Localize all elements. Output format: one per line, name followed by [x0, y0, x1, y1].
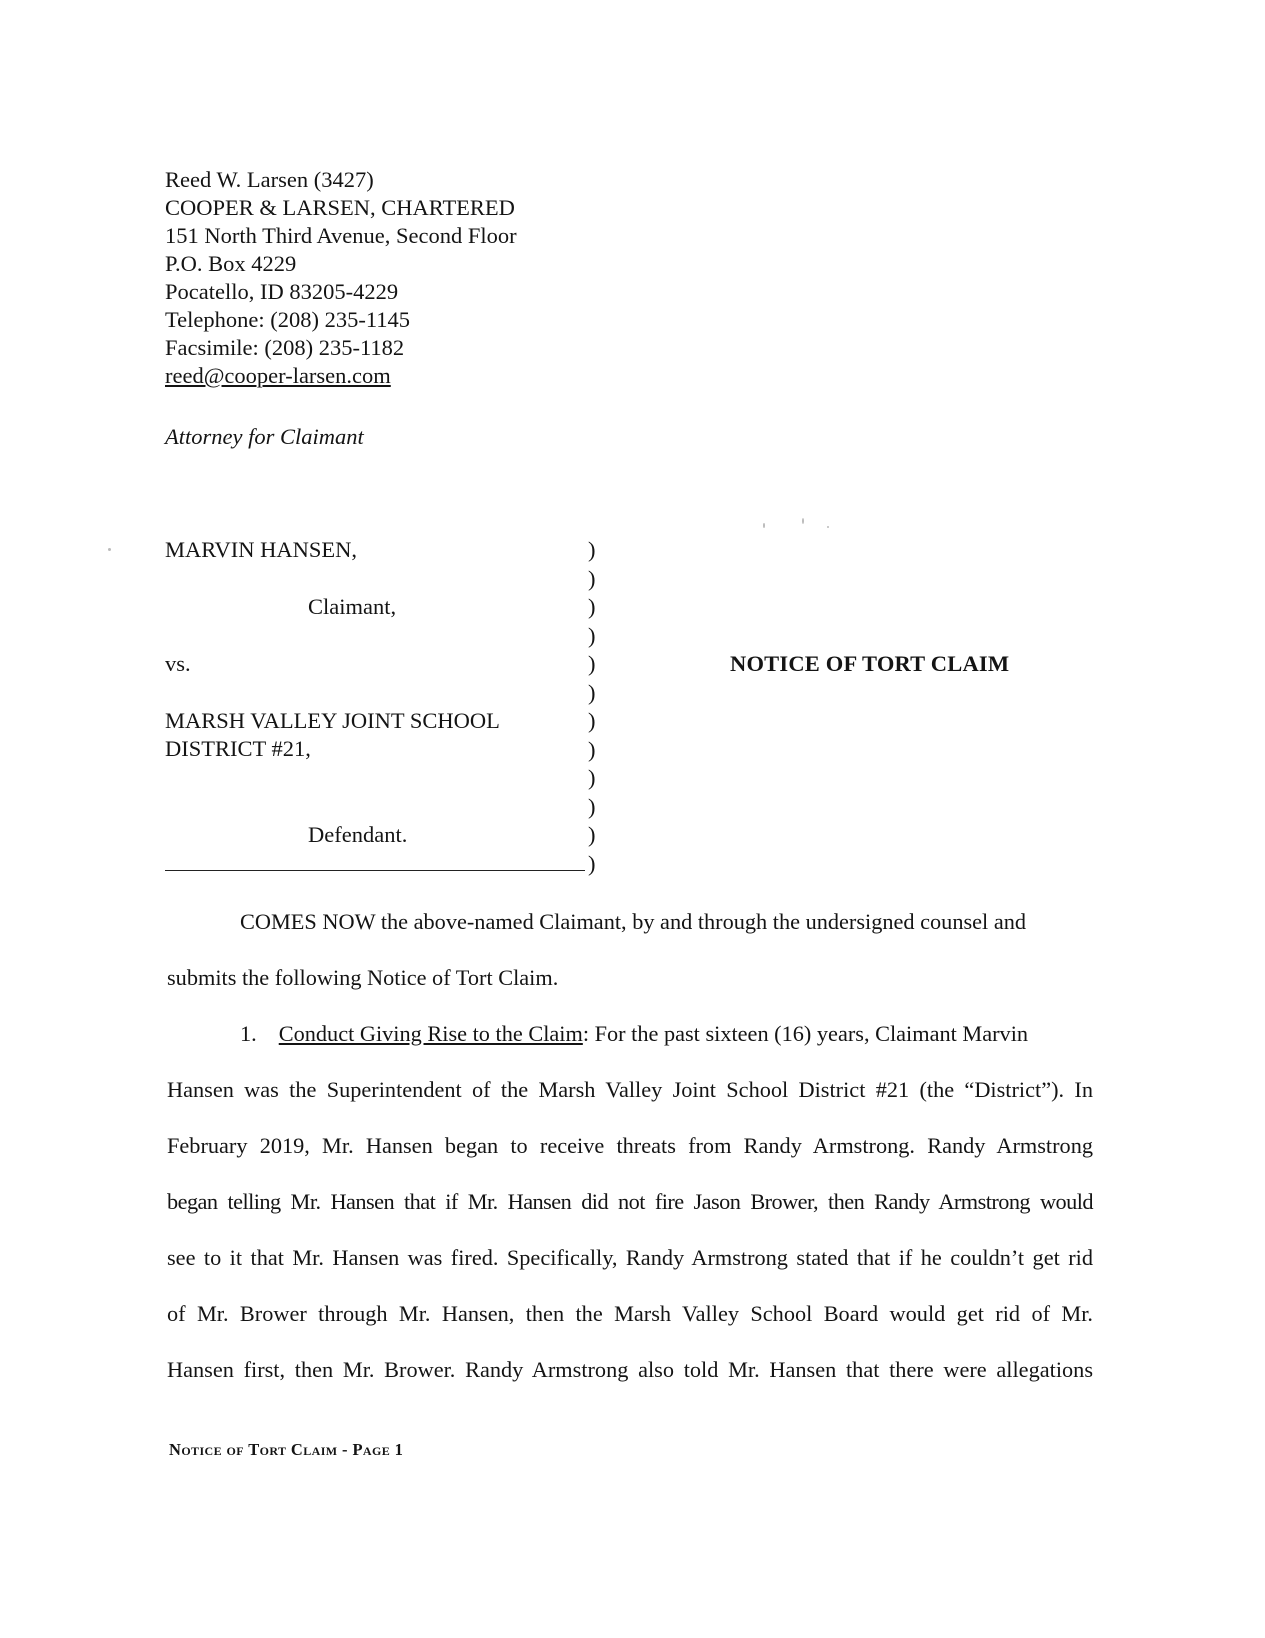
claimant-label: Claimant,	[308, 594, 397, 619]
paren: )	[588, 850, 596, 876]
claimant-name: MARVIN HANSEN,	[165, 537, 357, 562]
scan-speck	[802, 518, 804, 524]
firm-name: COOPER & LARSEN, CHARTERED	[165, 195, 515, 220]
para1-first-line-rest: : For the past sixteen (16) years, Claimant Marvin	[582, 1021, 1029, 1046]
attorney-role: Attorney for Claimant	[165, 424, 364, 449]
scan-speck	[108, 548, 111, 551]
intro-line-1	[240, 909, 1026, 935]
telephone: Telephone: (208) 235-1145	[165, 307, 411, 332]
city-state-zip: Pocatello, ID 83205-4229	[165, 279, 399, 304]
para1-line: Hansen first, then Mr. Brower. Randy Armstrong also told Mr. Hansen that there were allegations	[167, 1357, 1093, 1382]
paren: )	[588, 679, 596, 705]
paren: )	[588, 708, 596, 733]
paren: )	[588, 622, 596, 648]
firm-address: 151 North Third Avenue, Second Floor	[165, 223, 517, 248]
scan-speck	[827, 526, 829, 528]
paren: )	[588, 765, 596, 790]
para1-line: Hansen was the Superintendent of the Marsh Valley Joint School District #21 (the “District”). In	[167, 1077, 1093, 1102]
paren: )	[588, 822, 596, 847]
counsel-name: Reed W. Larsen (3427)	[165, 167, 374, 192]
caption-underline	[165, 870, 585, 871]
paren: )	[588, 537, 596, 562]
page-footer: Notice of Tort Claim - Page 1	[169, 1440, 404, 1459]
defendant-label: Defendant.	[308, 822, 408, 847]
defendant-name-line1: MARSH VALLEY JOINT SCHOOL	[165, 708, 500, 733]
counsel-block	[165, 166, 517, 390]
para1-line: see to it that Mr. Hansen was fired. Specifically, Randy Armstrong stated that if he couldn’t get rid	[167, 1245, 1093, 1270]
po-box: P.O. Box 4229	[165, 251, 297, 276]
defendant-name-line2: DISTRICT #21,	[165, 736, 311, 761]
document-title: NOTICE OF TORT CLAIM	[730, 651, 1010, 676]
intro-text: COMES NOW the above-named Claimant, by and through the undersigned counsel and	[240, 909, 1027, 934]
facsimile: Facsimile: (208) 235-1182	[165, 335, 405, 360]
para1-line: February 2019, Mr. Hansen began to receive threats from Randy Armstrong. Randy Armstrong	[167, 1133, 1093, 1158]
caption-paren-column	[588, 536, 596, 878]
para1-line: began telling Mr. Hansen that if Mr. Hansen did not fire Jason Brower, then Randy Armstrong would	[167, 1189, 1093, 1214]
paren: )	[588, 651, 596, 676]
intro-line-2: submits the following Notice of Tort Claim.	[167, 965, 559, 990]
para1-first-line	[240, 1021, 1028, 1047]
paren: )	[588, 736, 596, 762]
paren: )	[588, 565, 596, 591]
para1-line: of Mr. Brower through Mr. Hansen, then the Marsh Valley School Board would get rid of Mr.	[167, 1301, 1093, 1326]
paren: )	[588, 793, 596, 819]
email-link[interactable]: reed@cooper-larsen.com	[165, 363, 391, 388]
paren: )	[588, 594, 596, 619]
versus-label: vs.	[165, 651, 191, 676]
para1-heading: Conduct Giving Rise to the Claim	[278, 1021, 583, 1046]
scan-speck	[763, 523, 765, 528]
para1-number: 1.	[240, 1021, 257, 1046]
